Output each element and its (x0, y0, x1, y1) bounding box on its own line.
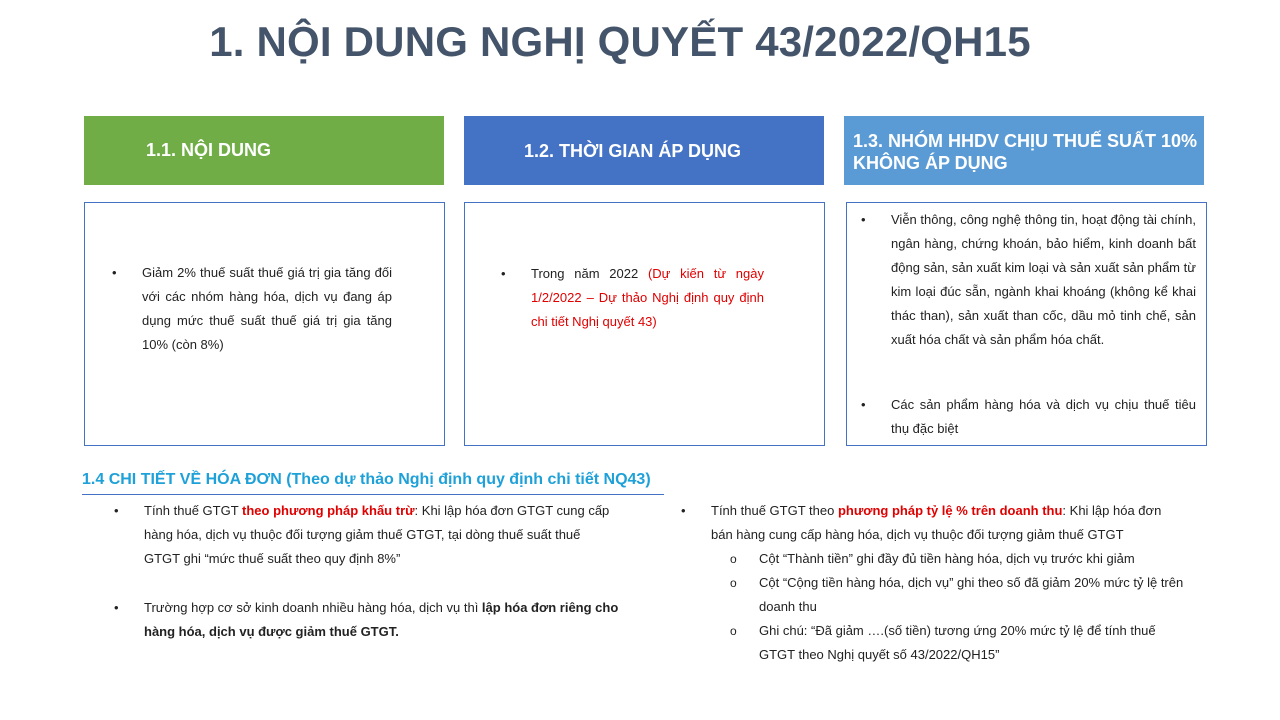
khau-tru-text-b: : Khi lập hóa đơn GTGT cung cấp hàng hóa, dịch vụ thuộc đối tượng giảm thuế GTGT, tại dòng thuế suất thuế GTGT ghi “mức thuế suất theo quy định 8%” (144, 503, 610, 566)
thoi-gian-text: Trong năm 2022 (531, 266, 648, 281)
sub-bullet-icon: o (730, 576, 737, 590)
sub-bullet-icon: o (730, 624, 737, 638)
bullet-icon: • (861, 397, 866, 412)
content-box-thoi-gian (464, 202, 825, 446)
cong-tien-text: Cột “Cộng tiền hàng hóa, dịch vụ” ghi theo số đã giảm 20% mức tỷ lệ trên doanh thu (759, 575, 1184, 614)
bullet-icon: • (681, 503, 686, 518)
sub-list-item (730, 571, 1189, 619)
khau-tru-text-a: Tính thuế GTGT (144, 503, 243, 518)
ty-le-text-a: Tính thuế GTGT theo (711, 503, 838, 518)
header-nhom-hhdv: 1.3. NHÓM HHDV CHỊU THUẾ SUẤT 10% KHÔNG ÁP DỤNG (844, 116, 1204, 185)
bullet-icon: • (861, 212, 866, 227)
list-item (861, 393, 1196, 441)
list-item (112, 261, 392, 357)
sub-list-item (730, 547, 1199, 571)
list-item (501, 262, 764, 334)
khau-tru-highlight: theo phương pháp khấu trừ (242, 503, 415, 518)
thanh-tien-text: Cột “Thành tiền” ghi đầy đủ tiền hàng hóa, dịch vụ trước khi giảm (759, 551, 1135, 566)
hoa-don-rieng-bold: lập hóa đơn riêng cho hàng hóa, dịch vụ được giảm thuế GTGT. (144, 600, 619, 639)
content-box-noi-dung (84, 202, 445, 446)
nhom-hhdv-item-1: Viễn thông, công nghệ thông tin, hoạt động tài chính, ngân hàng, chứng khoán, bảo hiểm, kinh doanh bất động sản, sản xuất kim loại và sản xuất sản phẩm từ kim loại đúc sẵn, ngành khai khoáng (không kể khai thác than), sản xuất than cốc, dầu mỏ tinh chế, sản xuất hóa chất và sản phẩm hóa chất. (891, 212, 1196, 347)
noi-dung-text: Giảm 2% thuế suất thuế giá trị gia tăng đối với các nhóm hàng hóa, dịch vụ đang áp dụng mức thuế suất thuế giá trị gia tăng 10% (còn 8%) (142, 265, 392, 352)
nhom-hhdv-item-2: Các sản phẩm hàng hóa và dịch vụ chịu thuế tiêu thụ đặc biệt (891, 397, 1196, 436)
content-box-nhom-hhdv (846, 202, 1207, 446)
ghi-chu-text: Ghi chú: “Đã giảm ….(số tiền) tương ứng 20% mức tỷ lệ để tính thuế GTGT theo Nghị quyết số 43/2022/QH15” (759, 623, 1156, 662)
ty-le-text-b: : Khi lập hóa đơn bán hàng cung cấp hàng hóa, dịch vụ thuộc đối tượng giảm thuế GTGT (711, 503, 1162, 542)
bullet-icon: • (112, 265, 117, 280)
header-noi-dung: 1.1. NỘI DUNG (84, 116, 444, 185)
header-thoi-gian-ap-dung: 1.2. THỜI GIAN ÁP DỤNG (464, 116, 824, 185)
sub-list-item (730, 619, 1189, 667)
sub-bullet-icon: o (730, 552, 737, 566)
hoa-don-rieng-text: Trường hợp cơ sở kinh doanh nhiều hàng hóa, dịch vụ thì (144, 600, 482, 615)
thoi-gian-note: (Dự kiến từ ngày 1/2/2022 – Dự thảo Nghị định quy định chi tiết Nghị quyết 43) (531, 266, 764, 329)
list-item (861, 208, 1196, 352)
section-title-hoa-don: 1.4 CHI TIẾT VỀ HÓA ĐƠN (Theo dự thảo Nghị định quy định chi tiết NQ43) (82, 471, 664, 495)
bullet-icon: • (114, 600, 119, 615)
bullet-icon: • (501, 266, 506, 281)
list-item (114, 499, 614, 571)
page-title: 1. NỘI DUNG NGHỊ QUYẾT 43/2022/QH15 (209, 18, 1031, 65)
bullet-icon: • (114, 503, 119, 518)
ty-le-highlight: phương pháp tỷ lệ % trên doanh thu (837, 503, 1063, 518)
list-item (681, 499, 1186, 547)
list-item (114, 596, 624, 644)
